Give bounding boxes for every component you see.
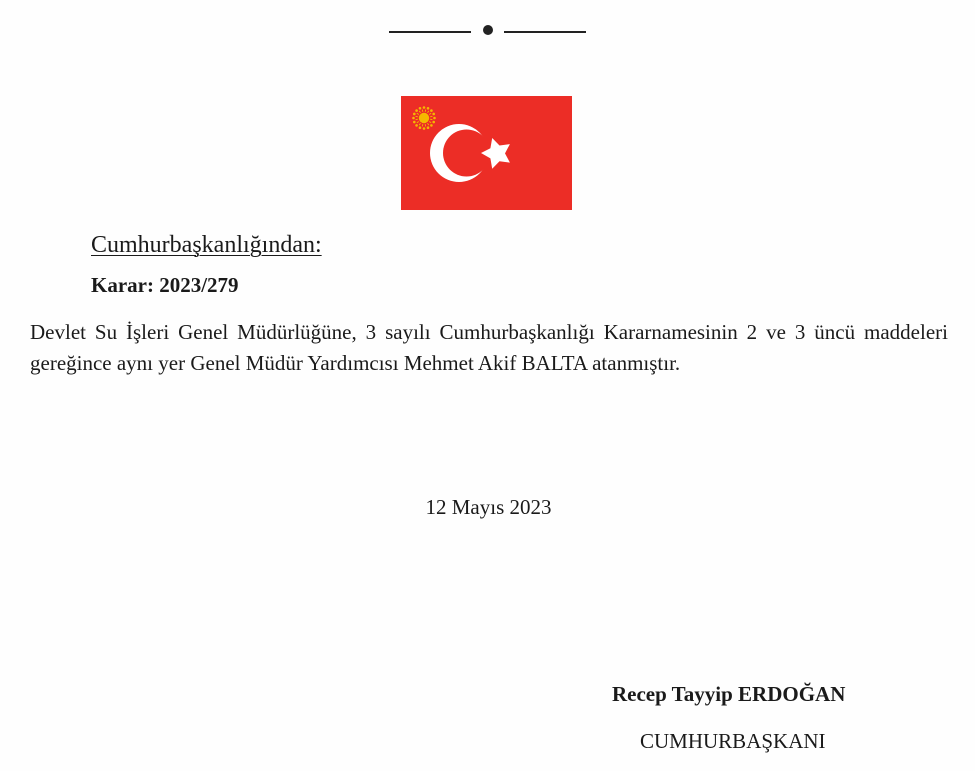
signatory-name: Recep Tayyip ERDOĞAN bbox=[612, 682, 846, 706]
header-divider bbox=[389, 19, 586, 39]
turkish-presidential-flag-icon bbox=[401, 96, 572, 210]
issuer-heading: Cumhurbaşkanlığından: bbox=[91, 232, 322, 258]
divider-line-right bbox=[504, 31, 586, 33]
divider-line-left bbox=[389, 31, 471, 33]
decision-number: Karar: 2023/279 bbox=[91, 273, 239, 297]
signatory-title: CUMHURBAŞKANI bbox=[640, 729, 826, 753]
decision-date: 12 Mayıs 2023 bbox=[425, 495, 552, 519]
divider-dot bbox=[483, 25, 493, 35]
decision-body-text: Devlet Su İşleri Genel Müdürlüğüne, 3 sayılı Cumhurbaşkanlığı Kararnamesinin 2 ve 3 üncü maddeleri gereğince aynı yer Genel Müdür Yardımcısı Mehmet Akif BALTA atanmıştır. bbox=[30, 320, 948, 375]
